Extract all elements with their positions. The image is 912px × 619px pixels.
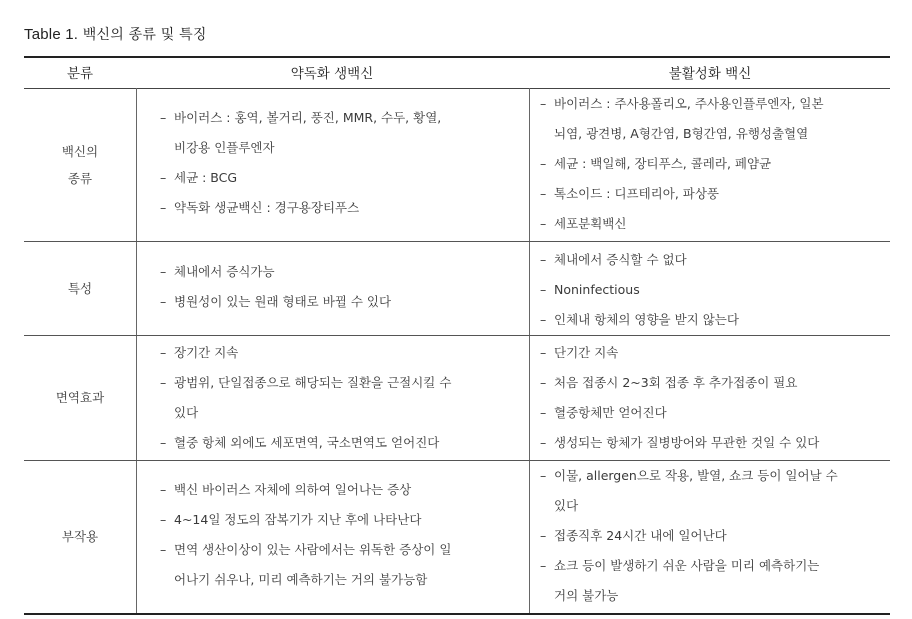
item-text: 세포분획백신 — [554, 216, 627, 231]
item-text: 세균 : 백일해, 장티푸스, 콜레라, 페얌균 — [554, 156, 772, 171]
list-item — [540, 209, 888, 239]
category-text: 특성 — [67, 281, 93, 296]
live-vaccine-cell — [160, 338, 520, 458]
live-vaccine-cell — [160, 103, 520, 223]
dash-bullet-icon: – — [540, 186, 547, 201]
item-text: 백신 바이러스 자체에 의하여 일어나는 증상 — [174, 482, 412, 497]
dash-bullet-icon: – — [160, 435, 167, 450]
list-item — [540, 275, 888, 305]
list-item — [540, 149, 888, 179]
item-text: 광범위, 단일접종으로 해당되는 질환을 근절시킬 수 — [174, 375, 452, 390]
column-divider-1 — [136, 88, 137, 613]
item-text: 인체내 항체의 영향을 받지 않는다 — [554, 312, 739, 327]
dash-bullet-icon: – — [540, 96, 547, 111]
dash-bullet-icon: – — [160, 345, 167, 360]
item-text: 혈중항체만 얻어진다 — [554, 405, 667, 420]
dash-bullet-icon: – — [160, 542, 167, 557]
caption-label: Table 1. — [24, 26, 79, 43]
category-text: 백신의 — [61, 144, 99, 159]
list-item — [160, 193, 520, 223]
list-item — [540, 551, 888, 611]
row-divider — [24, 241, 890, 242]
dash-bullet-icon: – — [160, 482, 167, 497]
row-divider — [24, 335, 890, 336]
item-text: 거의 불가능 — [554, 588, 619, 603]
list-item — [160, 368, 520, 428]
item-text: 병원성이 있는 원래 형태로 바뀔 수 있다 — [174, 294, 392, 309]
inactivated-vaccine-cell — [540, 461, 888, 611]
dash-bullet-icon: – — [540, 252, 547, 267]
item-text: 면역 생산이상이 있는 사람에서는 위독한 증상이 일 — [174, 542, 452, 557]
item-text: 장기간 지속 — [174, 345, 239, 360]
header-category: 분류 — [66, 66, 94, 82]
list-item — [540, 89, 888, 149]
list-item — [540, 461, 888, 521]
item-text: 약독화 생균백신 : 경구용장티푸스 — [174, 200, 360, 215]
category-text: 부작용 — [61, 529, 99, 544]
item-text: 바이러스 : 주사용폴리오, 주사용인플루엔자, 일본 — [554, 96, 824, 111]
dash-bullet-icon: – — [160, 170, 167, 185]
list-item — [160, 475, 520, 505]
live-vaccine-cell — [160, 257, 520, 317]
item-text: 있다 — [554, 498, 579, 513]
item-text: 뇌염, 광견병, A형간염, B형간염, 유행성출혈열 — [554, 126, 809, 141]
item-text: 바이러스 : 홍역, 볼거리, 풍진, MMR, 수두, 황열, — [174, 110, 442, 125]
row-category — [24, 384, 136, 411]
table-caption — [24, 24, 207, 44]
list-item — [540, 305, 888, 335]
category-text: 면역효과 — [55, 390, 105, 405]
item-text: 체내에서 증식할 수 없다 — [554, 252, 687, 267]
item-text: Noninfectious — [554, 282, 640, 297]
list-item — [540, 338, 888, 368]
dash-bullet-icon: – — [160, 294, 167, 309]
row-category — [24, 523, 136, 550]
item-text: 톡소이드 : 디프테리아, 파상풍 — [554, 186, 720, 201]
item-text: 혈중 항체 외에도 세포면역, 국소면역도 얻어진다 — [174, 435, 440, 450]
item-text: 접종직후 24시간 내에 일어난다 — [554, 528, 727, 543]
table-bottom-rule — [24, 613, 890, 615]
dash-bullet-icon: – — [540, 405, 547, 420]
list-item — [160, 103, 520, 163]
dash-bullet-icon: – — [540, 435, 547, 450]
caption-title: 백신의 종류 및 특징 — [82, 27, 207, 43]
dash-bullet-icon: – — [540, 312, 547, 327]
item-text: 이물, allergen으로 작용, 발열, 쇼크 등이 일어날 수 — [554, 468, 838, 483]
header-live-vaccine: 약독화 생백신 — [290, 66, 374, 82]
list-item — [540, 245, 888, 275]
item-text: 쇼크 등이 발생하기 쉬운 사람을 미리 예측하기는 — [554, 558, 820, 573]
dash-bullet-icon: – — [160, 264, 167, 279]
dash-bullet-icon: – — [160, 375, 167, 390]
item-text: 체내에서 증식가능 — [174, 264, 275, 279]
dash-bullet-icon: – — [540, 375, 547, 390]
dash-bullet-icon: – — [160, 512, 167, 527]
row-category — [24, 138, 136, 192]
item-text: 어나기 쉬우나, 미리 예측하기는 거의 불가능함 — [174, 572, 428, 587]
inactivated-vaccine-cell — [540, 245, 888, 335]
list-item — [160, 428, 520, 458]
dash-bullet-icon: – — [540, 558, 547, 573]
list-item — [160, 338, 520, 368]
category-text: 종류 — [67, 171, 93, 186]
list-item — [540, 179, 888, 209]
table-top-rule — [24, 56, 890, 58]
row-category — [24, 275, 136, 302]
column-divider-2 — [529, 88, 530, 613]
item-text: 생성되는 항체가 질병방어와 무관한 것일 수 있다 — [554, 435, 820, 450]
dash-bullet-icon: – — [540, 156, 547, 171]
header-inactivated-vaccine: 불활성화 백신 — [668, 66, 752, 82]
item-text: 있다 — [174, 405, 199, 420]
inactivated-vaccine-cell — [540, 338, 888, 458]
list-item — [160, 535, 520, 595]
item-text: 단기간 지속 — [554, 345, 619, 360]
list-item — [160, 163, 520, 193]
dash-bullet-icon: – — [160, 200, 167, 215]
dash-bullet-icon: – — [160, 110, 167, 125]
list-item — [160, 257, 520, 287]
list-item — [160, 287, 520, 317]
inactivated-vaccine-cell — [540, 89, 888, 239]
list-item — [540, 428, 888, 458]
dash-bullet-icon: – — [540, 528, 547, 543]
item-text: 비강용 인플루엔자 — [174, 140, 275, 155]
dash-bullet-icon: – — [540, 468, 547, 483]
list-item — [540, 368, 888, 398]
list-item — [540, 398, 888, 428]
list-item — [540, 521, 888, 551]
item-text: 처음 접종시 2~3회 접종 후 추가접종이 필요 — [554, 375, 798, 390]
live-vaccine-cell — [160, 475, 520, 595]
dash-bullet-icon: – — [540, 345, 547, 360]
item-text: 4~14일 정도의 잠복기가 지난 후에 나타난다 — [174, 512, 422, 527]
item-text: 세균 : BCG — [174, 170, 238, 185]
list-item — [160, 505, 520, 535]
dash-bullet-icon: – — [540, 216, 547, 231]
dash-bullet-icon: – — [540, 282, 547, 297]
